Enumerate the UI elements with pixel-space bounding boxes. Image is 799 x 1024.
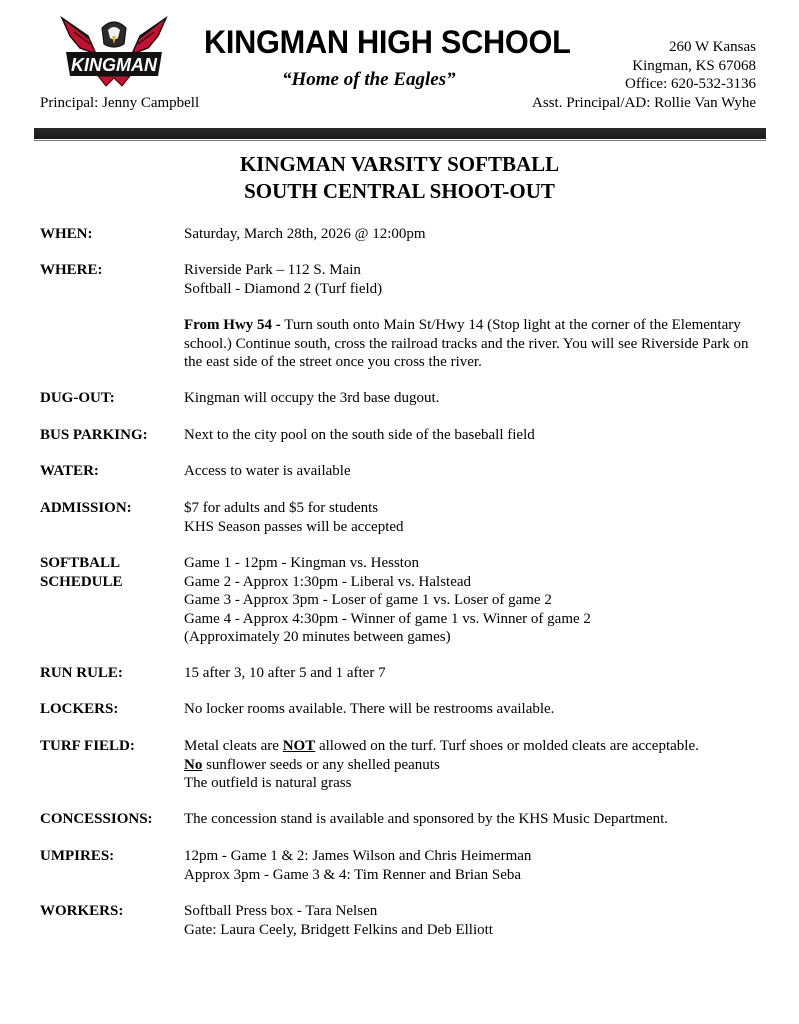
school-address	[532, 38, 756, 112]
umpires-line: 12pm - Game 1 & 2: James Wilson and Chris Heimerman	[184, 848, 532, 864]
where-line: Riverside Park – 112 S. Main	[184, 262, 361, 278]
umpires-label: UMPIRES:	[40, 848, 115, 864]
when-label: WHEN:	[40, 226, 93, 242]
workers-line: Gate: Laura Ceely, Bridgett Felkins and Deb Elliott	[184, 921, 493, 938]
address-line: 260 W Kansas	[669, 39, 756, 55]
school-name: KINGMAN HIGH SCHOOL	[204, 24, 571, 60]
runrule-label: RUN RULE:	[40, 665, 123, 681]
turf-text: Metal cleats are	[184, 738, 283, 754]
logo-text: KINGMAN	[71, 55, 157, 75]
schedule-label-line: SOFTBALL	[40, 555, 121, 571]
where-line: Softball - Diamond 2 (Turf field)	[184, 280, 383, 297]
document-subtitle: SOUTH CENTRAL SHOOT-OUT	[244, 179, 555, 203]
schedule-line: (Approximately 20 minutes between games)	[184, 629, 451, 645]
where-label: WHERE:	[40, 262, 103, 278]
schedule-line: Game 2 - Approx 1:30pm - Liberal vs. Halstead	[184, 573, 472, 590]
turf-text: allowed on the turf. Turf shoes or molded cleats are acceptable.	[315, 738, 699, 754]
header-divider	[34, 128, 766, 139]
kingman-eagle-logo	[58, 14, 170, 88]
turf-line: The outfield is natural grass	[184, 775, 352, 791]
school-motto: “Home of the Eagles”	[282, 69, 456, 90]
admission-label: ADMISSION:	[40, 500, 132, 516]
schedule-line: Game 4 - Approx 4:30pm - Winner of game 1 vs. Winner of game 2	[184, 610, 591, 627]
schedule-label	[40, 554, 180, 591]
when-value: Saturday, March 28th, 2026 @ 12:00pm	[184, 226, 426, 242]
address-line: Kingman, KS 67068	[632, 57, 756, 74]
schedule-label-line: SCHEDULE	[40, 573, 123, 590]
principal: Principal: Jenny Campbell	[40, 95, 200, 111]
schedule-line: Game 1 - 12pm - Kingman vs. Hesston	[184, 555, 419, 571]
lockers-value: No locker rooms available. There will be restrooms available.	[184, 701, 555, 717]
admission-line: $7 for adults and $5 for students	[184, 500, 379, 516]
turf-line	[184, 756, 764, 775]
turf-line	[184, 737, 764, 756]
turf-text: sunflower seeds or any shelled peanuts	[202, 756, 440, 773]
water-label: WATER:	[40, 463, 99, 479]
concessions-label: CONCESSIONS:	[40, 811, 153, 827]
address-line: Office: 620-532-3136	[625, 76, 756, 92]
directions-text: Turn south onto Main St/Hwy 14 (Stop light at the corner of the Elementary school.) Continue south, cross the railroad tracks and the river. You will see Riverside Park on the east side of the street once you cross the river.	[184, 317, 749, 370]
lockers-label: LOCKERS:	[40, 701, 119, 717]
bus-label: BUS PARKING:	[40, 427, 148, 443]
admission-line: KHS Season passes will be accepted	[184, 518, 404, 535]
dugout-label: DUG-OUT:	[40, 390, 115, 406]
workers-label: WORKERS:	[40, 903, 124, 919]
umpires-line: Approx 3pm - Game 3 & 4: Tim Renner and Brian Seba	[184, 866, 522, 883]
turf-emphasis: No	[184, 756, 203, 773]
concessions-value: The concession stand is available and sponsored by the KHS Music Department.	[184, 811, 669, 827]
bus-value: Next to the city pool on the south side of the baseball field	[184, 427, 535, 443]
runrule-value: 15 after 3, 10 after 5 and 1 after 7	[184, 665, 386, 681]
asst-principal: Asst. Principal/AD: Rollie Van Wyhe	[532, 94, 756, 111]
directions-lead: From Hwy 54 -	[184, 317, 281, 333]
where-directions	[184, 316, 759, 372]
dugout-value: Kingman will occupy the 3rd base dugout.	[184, 390, 440, 406]
document-title: KINGMAN VARSITY SOFTBALL	[239, 152, 560, 176]
header-divider-thin	[34, 140, 766, 141]
workers-line: Softball Press box - Tara Nelsen	[184, 903, 378, 919]
schedule-line: Game 3 - Approx 3pm - Loser of game 1 vs. Loser of game 2	[184, 592, 552, 608]
turf-emphasis: NOT	[282, 738, 316, 754]
water-value: Access to water is available	[184, 463, 351, 479]
turf-label: TURF FIELD:	[40, 738, 135, 754]
